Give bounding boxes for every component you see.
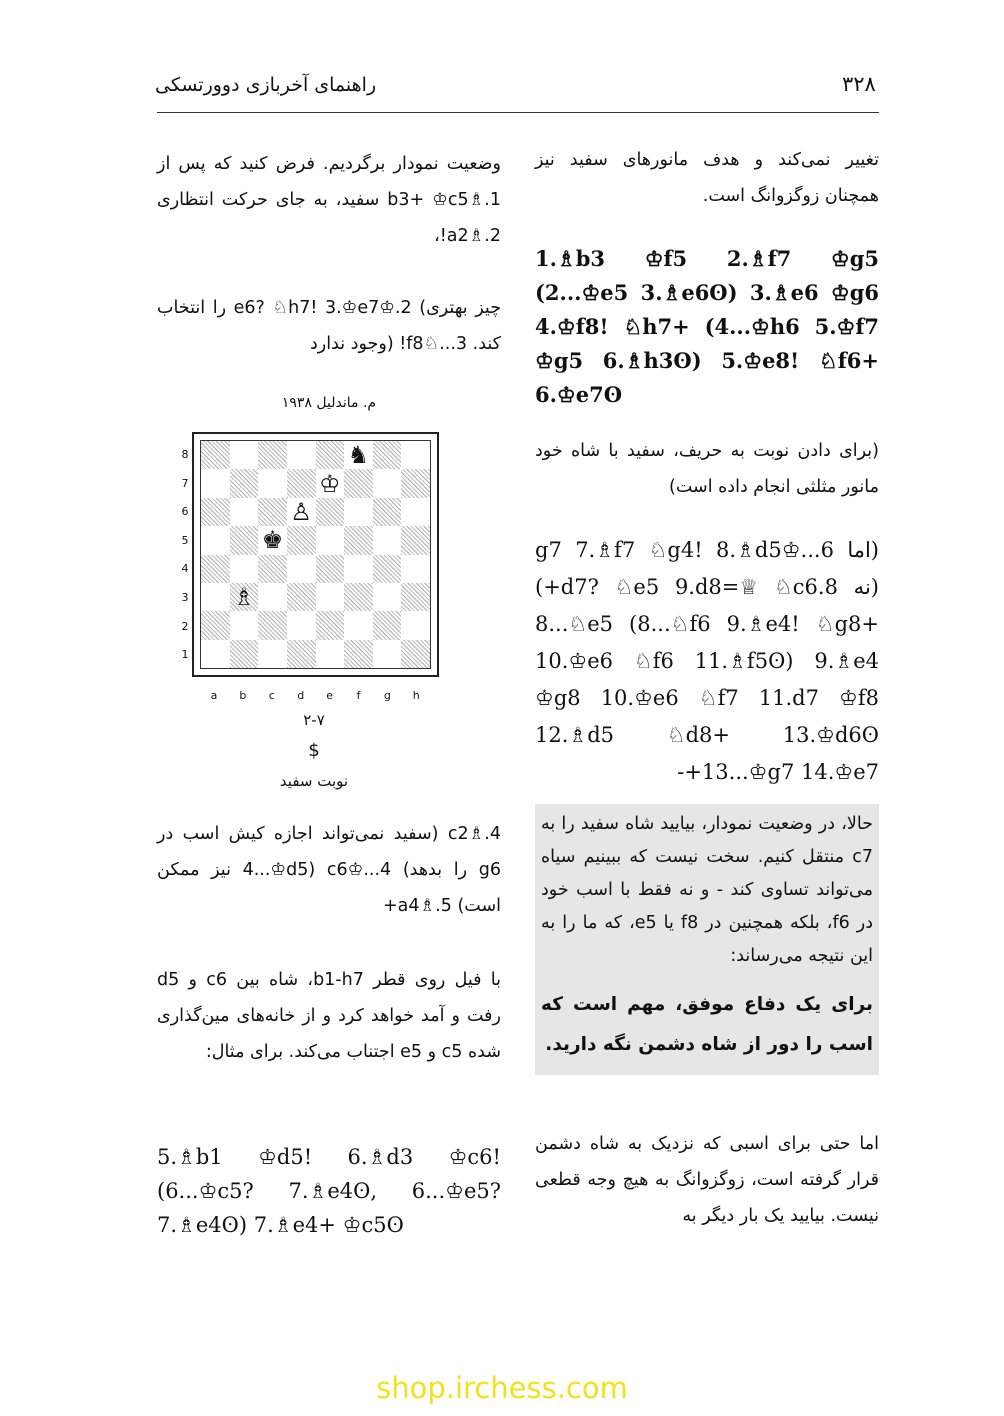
rank-label: 3 [181,591,189,604]
footer-url[interactable]: shop.irchess.com [376,1371,628,1405]
move-sequence: 5.♗b1 ♔d5! 6.♗d3 ♔c6! (6...♔c5? 7.♗e4ʘ, 6...♔e5? 7.♗e4ʘ) 7.♗e4+ ♔c5ʘ [157,1145,501,1237]
square-c7 [258,469,287,497]
square-d6 [287,498,316,526]
square-h5 [401,526,430,554]
square-a4 [201,555,230,583]
page-number: ۳۲۸ [842,72,876,96]
square-a2 [201,611,230,639]
file-label: c [268,689,275,702]
square-c5 [258,526,287,554]
rank-label: 1 [181,648,189,662]
square-g4 [373,555,402,583]
square-d2 [287,611,316,639]
square-h6 [401,498,430,526]
move-sequence: 1.♗b3 ♔f5 2.♗f7 ♔g5 (2...♔e5 3.♗e6ʘ) 3.♗e6 ♔g6 4.♔f8! ♘h7+ (4...♔h6 5.♔f7 ♔g5 6.♗h3ʘ) 5.♔e8! ♘f6+ 6.♔e7ʘ [535,246,879,407]
square-f7 [344,469,373,497]
square-h7 [401,469,430,497]
square-b5 [230,526,259,554]
file-label: f [356,689,361,702]
rank-label: 7 [181,476,189,490]
square-e5 [316,526,345,554]
square-e1 [316,640,345,668]
paragraph-with-moves: چیز بهتری) 2.♔e6? ♘h7! 3.♔e7 را انتخاب کند. 3...♘f8! (وجود ندارد [157,298,502,354]
square-b8 [230,441,259,469]
square-g3 [373,583,402,611]
chess-board [192,432,439,677]
rank-label: 6 [181,505,189,519]
chess-diagram [168,431,448,702]
square-d4 [287,555,316,583]
square-b7 [230,469,259,497]
diagram-number: ۲-۷ [303,711,325,729]
file-label: d [297,689,305,702]
square-e3 [316,583,345,611]
highlight-box [535,804,879,1075]
square-c3 [258,583,287,611]
square-c6 [258,498,287,526]
rank-label: 8 [181,448,189,461]
square-a3 [201,583,230,611]
square-e2 [316,611,345,639]
square-f6 [344,498,373,526]
file-label: e [326,689,333,702]
square-f1 [344,640,373,668]
square-g7 [373,469,402,497]
square-d7 [287,469,316,497]
paragraph: اما حتی برای اسبی که نزدیک به شاه دشمن قرار گرفته است، زوگزوانگ به هیچ وجه قطعی نیست. بیایید یک بار دیگر به [535,1134,879,1226]
piece-c5: ♚ [261,526,284,555]
square-b4 [230,555,259,583]
square-b1 [230,640,259,668]
square-c4 [258,555,287,583]
square-h8 [401,441,430,469]
diagram-source-caption: م. ماندلیل ۱۹۳۸ [281,395,377,411]
piece-e7: ♔ [319,469,341,498]
piece-b3: ♗ [233,583,255,612]
square-a7 [201,469,230,497]
piece-d6: ♙ [290,497,312,526]
square-h3 [401,583,430,611]
file-label: a [210,689,218,702]
running-header-title: راهنمای آخربازی دوورتسکی [155,74,377,96]
square-d3 [287,583,316,611]
square-g5 [373,526,402,554]
square-e7 [316,469,345,497]
square-a6 [201,498,230,526]
square-g1 [373,640,402,668]
paragraph: وضعیت نمودار برگردیم. فرض کنید که پس از 1.♗b3+ ♔c5 سفید، به جای حرکت انتظاری 2.♗a2!، [157,154,501,246]
file-label: g [383,689,391,702]
square-c8 [258,441,287,469]
square-g2 [373,611,402,639]
square-f5 [344,526,373,554]
square-g6 [373,498,402,526]
square-g8 [373,441,402,469]
paragraph: (برای دادن نوبت به حریف، سفید با شاه خود مانور مثلثی انجام داده است) [535,441,879,497]
square-a8 [201,441,230,469]
square-b2 [230,611,259,639]
square-c1 [258,640,287,668]
square-h1 [401,640,430,668]
square-a1 [201,640,230,668]
paragraph: با فیل روی قطر b1-h7، شاه بین c6 و d5 رفت و آمد خواهد کرد و از خانه‌های مین‌گذاری شده c5 و e5 اجتناب می‌کند. برای مثال: [157,970,501,1062]
square-e6 [316,498,345,526]
diagram-caption: نوبت سفید [279,772,349,790]
rank-label: 5 [181,533,189,547]
file-label: h [412,689,420,702]
square-d5 [287,526,316,554]
square-e4 [316,555,345,583]
piece-f8: ♞ [347,441,370,470]
square-b3 [230,583,259,611]
paragraph: تغییر نمی‌کند و هدف مانورهای سفید نیز همچنان زوگزوانگ است. [535,150,879,206]
square-b6 [230,498,259,526]
box-text: حالا، در وضعیت نمودار، بیایید شاه سفید را به c7 منتقل کنیم. سخت نیست که ببینیم سیاه می‌تواند تساوی کند - و نه فقط با اسب خود در f6، بلکه همچنین در f8 یا e5، که ما را به این نتیجه می‌رساند: [541,814,874,966]
rank-label: 4 [181,562,189,576]
file-label: b [239,689,247,702]
square-c2 [258,611,287,639]
square-d8 [287,441,316,469]
square-f2 [344,611,373,639]
paragraph-with-moves: 4.♗c2 (سفید نمی‌تواند اجازه کیش اسب در g6 را بدهد) 4...♔c6 (4...♔d5 نیز ممکن است) 5.♗a4+ [157,824,501,916]
move-sequence: (اما 6...♔g7 7.♗f7 ♘g4! 8.♗d5 (نه 8.d7? ♘e5 9.d8=♕ ♘c6+) 8...♘e5 (8...♘f6 9.♗e4! ♘g8+ 10.♔e6 ♘f6 11.♗f5ʘ) 9.♗e4 ♔g8 10.♔e6 ♘f7 11.d7 ♔f8 12.♗d5 ♘d8+ 13.♔d6ʘ 13...♔g7 14.♔e7+- [535,538,879,784]
square-a5 [201,526,230,554]
square-f3 [344,583,373,611]
square-h4 [401,555,430,583]
square-h2 [401,611,430,639]
square-e8 [316,441,345,469]
diagram-symbol: $ [308,740,320,761]
rank-label: 2 [181,619,189,633]
square-f8 [344,441,373,469]
board-grid [200,440,431,669]
header-rule [157,112,879,113]
square-f4 [344,555,373,583]
square-d1 [287,640,316,668]
box-bold-text: برای یک دفاع موفق، مهم است که اسب را دور از شاه دشمن نگه دارید. [541,994,873,1055]
